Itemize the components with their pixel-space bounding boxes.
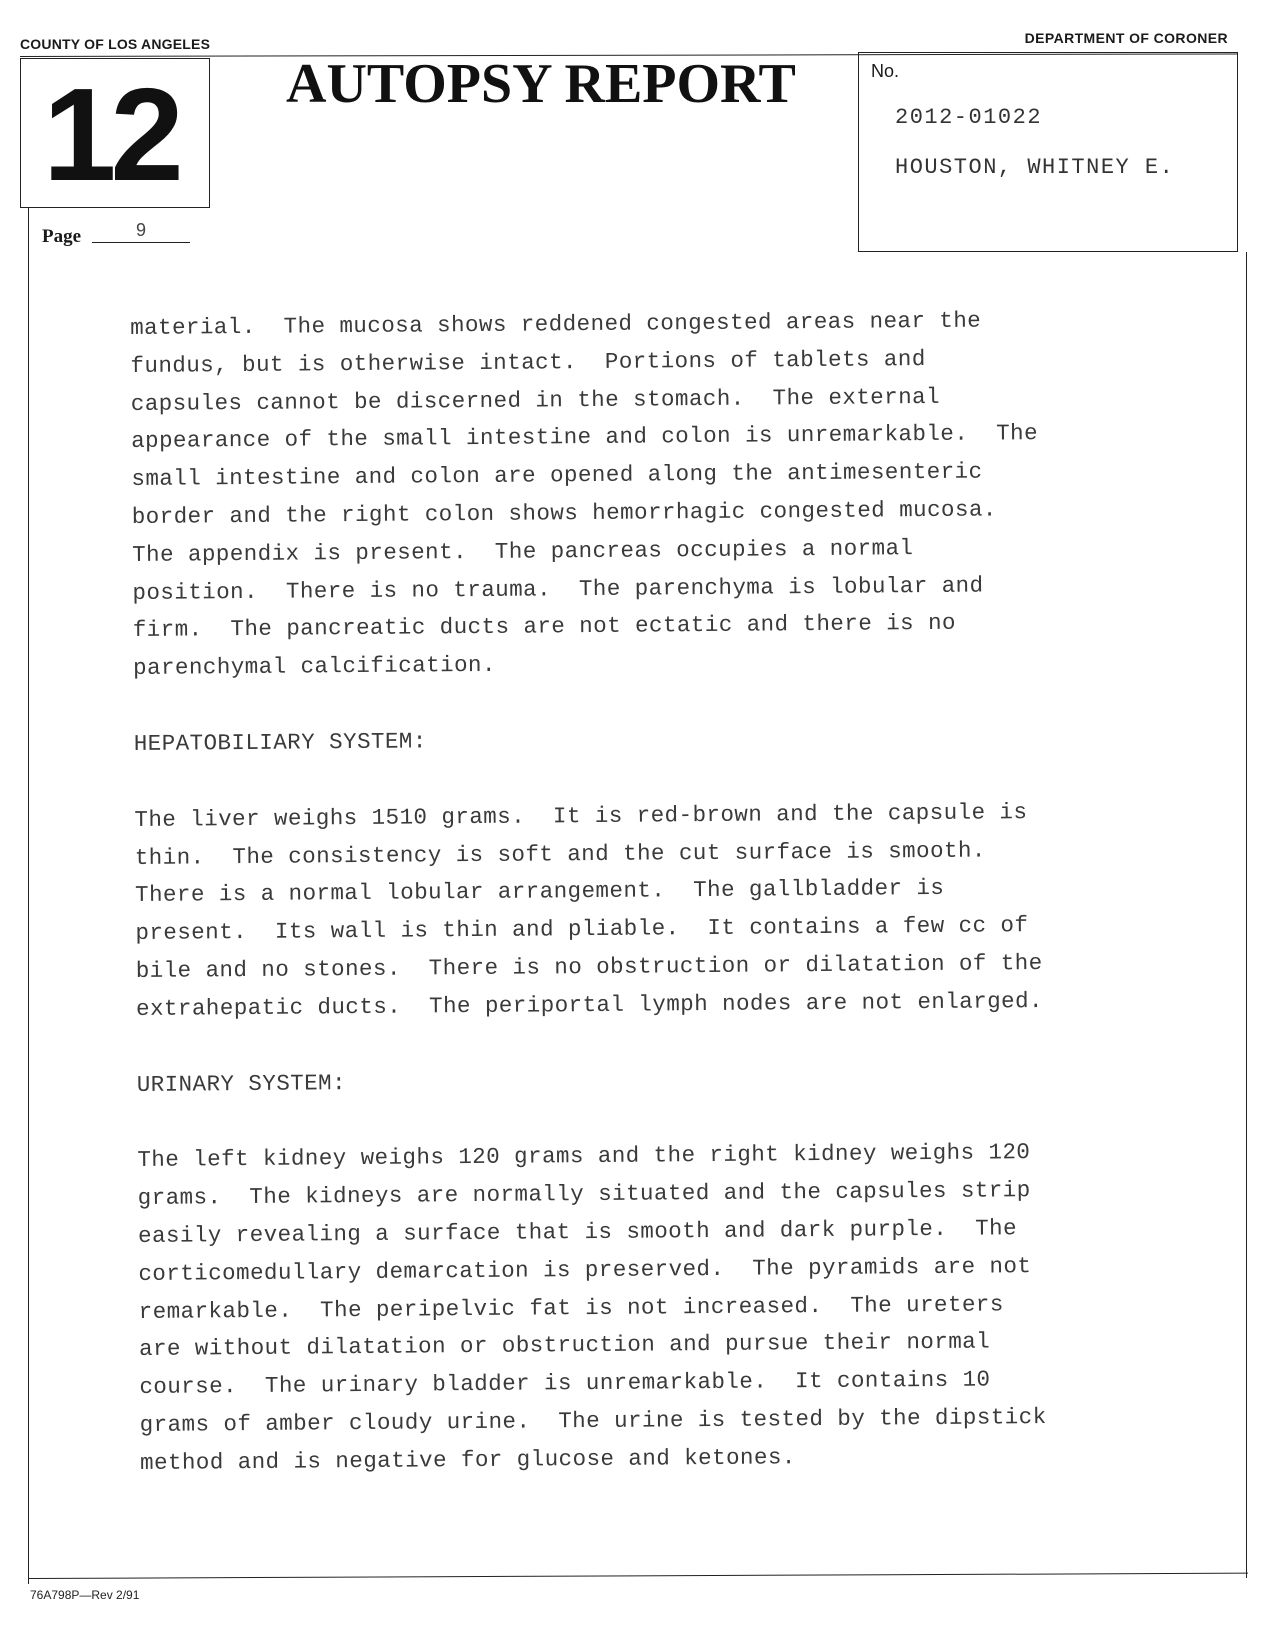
- text-line: extrahepatic ducts. The periportal lymph nodes are not enlarged.: [135, 987, 1044, 1022]
- hepatobiliary-heading: HEPATOBILIARY SYSTEM:: [133, 728, 427, 757]
- case-info-box: [858, 52, 1238, 252]
- case-number: 2012-01022: [895, 105, 1043, 130]
- text-line: There is a normal lobular arrangement. The gallbladder is: [134, 875, 945, 909]
- frame-left-border: [28, 208, 29, 1584]
- text-line: The appendix is present. The pancreas occupies a normal: [132, 534, 914, 568]
- text-line: are without dilatation or obstruction and pursue their normal: [138, 1328, 991, 1363]
- text-line: thin. The consistency is soft and the cut surface is smooth.: [134, 837, 986, 871]
- text-line: The liver weighs 1510 grams. It is red-brown and the capsule is: [134, 798, 1028, 833]
- report-body: [130, 301, 1170, 1482]
- text-line: bile and no stones. There is no obstruction or dilatation of the: [135, 950, 1043, 984]
- text-line: appearance of the small intestine and colon is unremarkable. The: [131, 420, 1039, 455]
- case-no-label: No.: [871, 61, 900, 81]
- decedent-name: HOUSTON, WHITNEY E.: [895, 155, 1175, 180]
- text-line: easily revealing a surface that is smooth and dark purple. The: [137, 1215, 1018, 1249]
- department-label: DEPARTMENT OF CORONER: [1024, 30, 1228, 46]
- text-line: grams. The kidneys are normally situated and the capsules strip: [137, 1177, 1031, 1212]
- text-line: capsules cannot be discerned in the stomach. The external: [130, 383, 941, 417]
- text-line: method and is negative for glucose and ketones.: [139, 1443, 796, 1476]
- section-number: 12: [43, 61, 178, 208]
- text-line: The left kidney weighs 120 grams and the right kidney weighs 120: [137, 1139, 1031, 1174]
- text-line: parenchymal calcification.: [133, 651, 496, 682]
- section-number-box: [20, 58, 210, 208]
- page-number: 9: [92, 218, 190, 243]
- county-label: COUNTY OF LOS ANGELES: [20, 36, 211, 52]
- text-line: material. The mucosa shows reddened congested areas near the: [130, 307, 982, 341]
- text-line: small intestine and colon are opened along the antimesenteric: [131, 458, 983, 493]
- urinary-heading: URINARY SYSTEM:: [136, 1069, 347, 1098]
- text-line: course. The urinary bladder is unremarkable. It contains 10: [139, 1366, 991, 1401]
- text-line: border and the right colon shows hemorrhagic congested mucosa.: [131, 496, 997, 530]
- text-line: fundus, but is otherwise intact. Portions of tablets and: [130, 345, 926, 379]
- page-label: Page: [42, 226, 82, 247]
- frame-right-border: [1246, 252, 1247, 1578]
- text-line: corticomedullary demarcation is preserved. The pyramids are not: [138, 1252, 1032, 1287]
- text-line: grams of amber cloudy urine. The urine is tested by the dipstick: [139, 1403, 1047, 1438]
- text-line: remarkable. The peripelvic fat is not increased. The ureters: [138, 1290, 1004, 1325]
- form-code: 76A798P—Rev 2/91: [30, 1588, 140, 1602]
- frame-bottom-border: [28, 1573, 1248, 1579]
- text-line: present. Its wall is thin and pliable. It contains a few cc of: [135, 912, 1029, 947]
- report-title: AUTOPSY REPORT: [286, 53, 796, 115]
- text-line: firm. The pancreatic ducts are not ectatic and there is no: [132, 610, 957, 644]
- text-line: position. There is no trauma. The parenchyma is lobular and: [132, 572, 984, 606]
